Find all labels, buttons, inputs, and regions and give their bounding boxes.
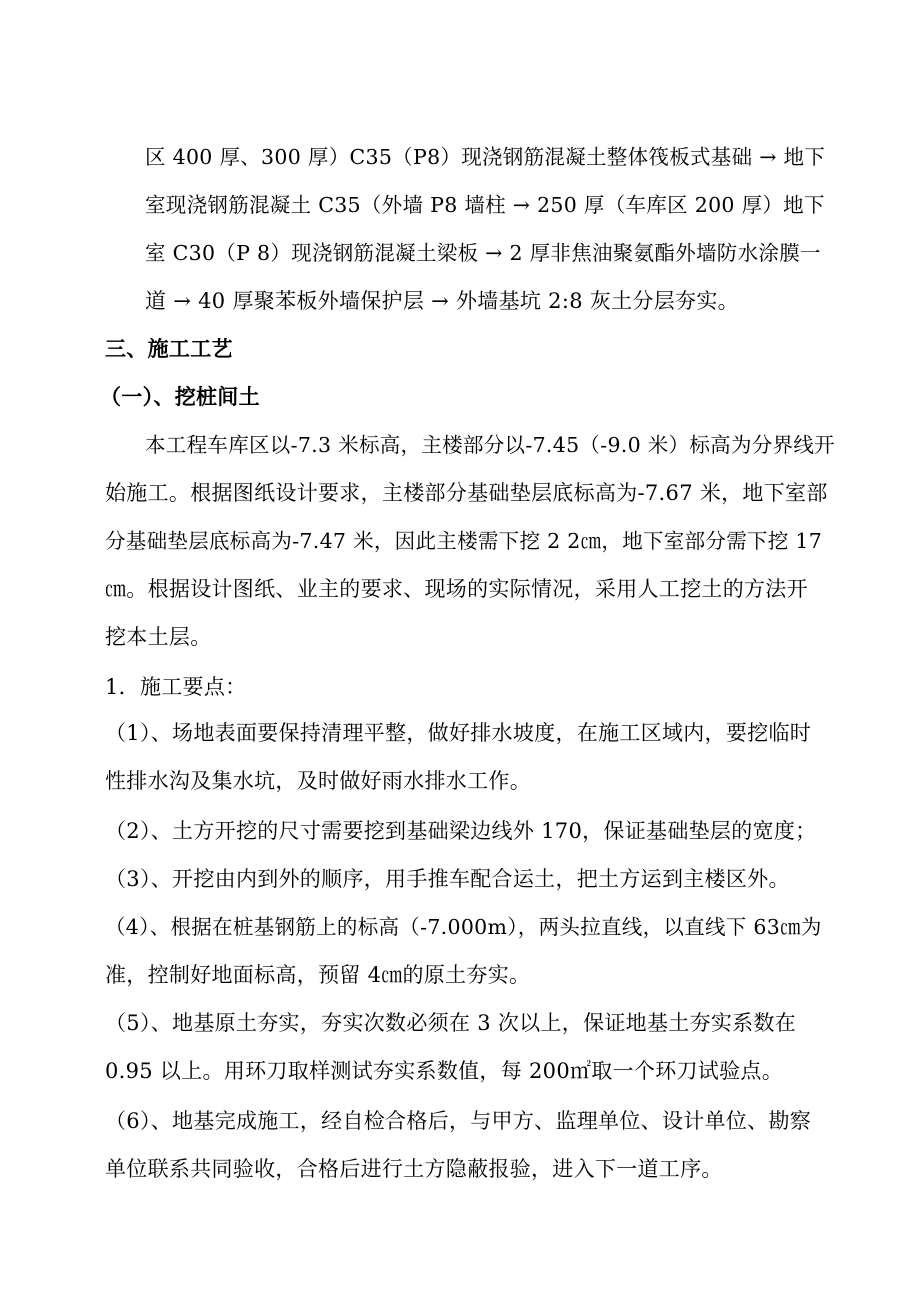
list-item-6-line-2: 单位联系共同验收，合格后进行土方隐蔽报验，进入下一道工序。 (105, 1157, 723, 1181)
list-item-1-line-2: 性排水沟及集水坑，及时做好雨水排水工作。 (105, 769, 531, 793)
paragraph-line-5: 挖本土层。 (105, 625, 212, 649)
subsection-heading: （一）、挖桩间土 (100, 385, 260, 409)
intro-line-4: 道 → 40 厚聚苯板外墙保护层 → 外墙基坑 2:8 灰土分层夯实。 (145, 289, 739, 313)
list-item-4-line-2: 准，控制好地面标高，预留 4㎝的原土夯实。 (105, 963, 531, 987)
list-item-4-line-1: （4）、根据在桩基钢筋上的标高（-7.000m），两头拉直线，以直线下 63㎝为 (105, 915, 822, 939)
paragraph-line-1: 本工程车库区以-7.3 米标高，主楼部分以-7.45（-9.0 米）标高为分界线开 (145, 433, 835, 457)
points-heading: 1．施工要点： (105, 675, 247, 699)
list-item-2-line-1: （2）、土方开挖的尺寸需要挖到基础梁边线外 170，保证基础垫层的宽度； (105, 819, 817, 843)
intro-line-2: 室现浇钢筋混凝土 C35（外墙 P8 墙柱 → 250 厚（车库区 200 厚）地下 (145, 193, 825, 217)
list-item-3-line-1: （3）、开挖由内到外的顺序，用手推车配合运土，把土方运到主楼区外。 (105, 867, 790, 891)
intro-line-1: 区 400 厚、300 厚）C35（P8）现浇钢筋混凝土整体筏板式基础 → 地下 (145, 145, 826, 169)
intro-line-3: 室 C30（P 8）现浇钢筋混凝土梁板 → 2 厚非焦油聚氨酯外墙防水涂膜一 (145, 241, 821, 265)
paragraph-line-3: 分基础垫层底标高为-7.47 米，因此主楼需下挖 2 2㎝，地下室部分需下挖 17 (105, 529, 823, 553)
paragraph-line-4: ㎝。根据设计图纸、业主的要求、现场的实际情况，采用人工挖土的方法开 (105, 577, 808, 601)
section-heading: 三、施工工艺 (105, 337, 233, 361)
paragraph-line-2: 始施工。根据图纸设计要求，主楼部分基础垫层底标高为-7.67 米，地下室部 (105, 481, 828, 505)
list-item-5-line-1: （5）、地基原土夯实，夯实次数必须在 3 次以上，保证地基土夯实系数在 (105, 1011, 797, 1035)
list-item-6-line-1: （6）、地基完成施工，经自检合格后，与甲方、监理单位、设计单位、勘察 (105, 1109, 812, 1133)
list-item-5-line-2: 0.95 以上。用环刀取样测试夯实系数值，每 200㎡取一个环刀试验点。 (105, 1059, 783, 1083)
list-item-1-line-1: （1）、场地表面要保持清理平整，做好排水坡度，在施工区域内，要挖临时 (105, 721, 812, 745)
